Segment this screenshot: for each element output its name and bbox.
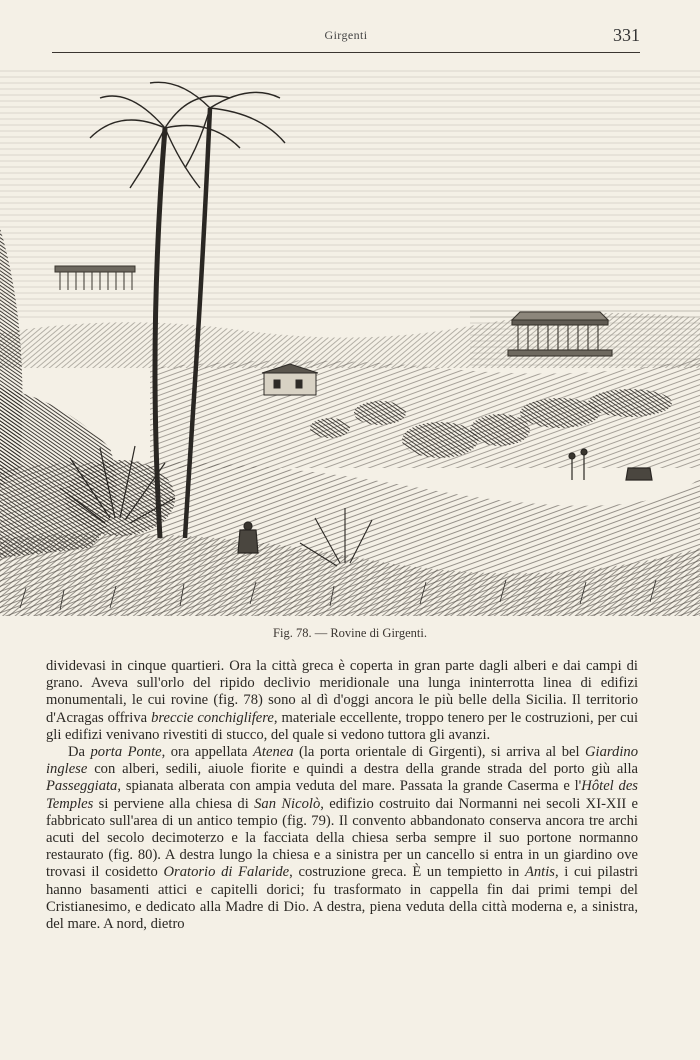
italic-text-run: Giardino inglese — [46, 744, 638, 778]
text-run: Da — [68, 744, 91, 761]
page-number: 331 — [613, 25, 640, 45]
paragraph-2 — [46, 744, 638, 933]
text-run: , materiale eccellente, troppo tenero per le costruzioni, per cui gli edifizi venivano rivestiti di stucco, del quale si vedono tuttora gli avanzi. — [46, 709, 638, 743]
italic-text-run: porta Ponte — [90, 744, 162, 761]
italic-text-run: Hôtel des Temples — [46, 778, 638, 812]
body-text — [46, 658, 638, 933]
italic-text-run: breccie conchiglifere — [151, 709, 274, 726]
italic-text-run: San Nicolò — [254, 795, 321, 812]
text-run: si perviene alla chiesa di — [93, 795, 255, 812]
text-run: (la porta orientale di Girgenti), si arriva al bel — [293, 744, 586, 761]
text-run: dividevasi in cinque quartieri. Ora la città greca è coperta in gran parte dagli alberi e dai campi di grano. Aveva sull'orlo del ripido declivio meridionale una lunga ininterrotta linea di edifizi monumentali, le cui rovine (fig. 78) sono al dì d'oggi ancora le più belle della Sicilia. Il territorio d'Acragas offriva — [46, 658, 638, 726]
italic-text-run: Atenea — [253, 744, 294, 761]
figure-caption: Fig. 78. — Rovine di Girgenti. — [273, 626, 427, 640]
text-run: , spianata alberata con ampia veduta del mare. Passata la grande Caserma e l' — [117, 778, 582, 795]
text-run: , i cui pilastri hanno basamenti attici e capitelli dorici; fu trasformato in cappella fin dai primi tempi del Cristianesimo, e dedicato alla Madre di Dio. A destra, piena veduta della città moderna e, a sinistra, del mare. A nord, dietro — [46, 864, 639, 933]
text-run: , costruzione greca. È un tempietto in — [289, 864, 525, 881]
text-run: con alberi, sedili, aiuole fiorite e quindi a destra della grande strada del porto giù alla — [87, 761, 638, 778]
page-header — [52, 22, 640, 53]
paragraph-1 — [46, 658, 638, 744]
italic-text-run: Oratorio di Falaride — [163, 864, 290, 881]
italic-text-run: Antis — [524, 864, 555, 881]
figure-engraving — [0, 68, 700, 616]
landscape-engraving-illustration — [0, 68, 700, 616]
text-run: , ora appellata — [161, 744, 253, 761]
text-run: , edifizio costruito dai Normanni nei secoli XI-XII e fabbricato sull'area di un antico tempio (fig. 79). Il convento abbandonato conserva ancora tre archi acuti del secolo decimoterzo e la facciata della chiesa serba sempre il suo portone normanno restaurato (fig. 80). A destra lungo la chiesa e a sinistra per un cancello si entra in un giardino ove trovasi il cosidetto — [46, 795, 638, 881]
italic-text-run: Passeggiata — [46, 778, 118, 795]
running-title: Girgenti — [324, 28, 368, 42]
